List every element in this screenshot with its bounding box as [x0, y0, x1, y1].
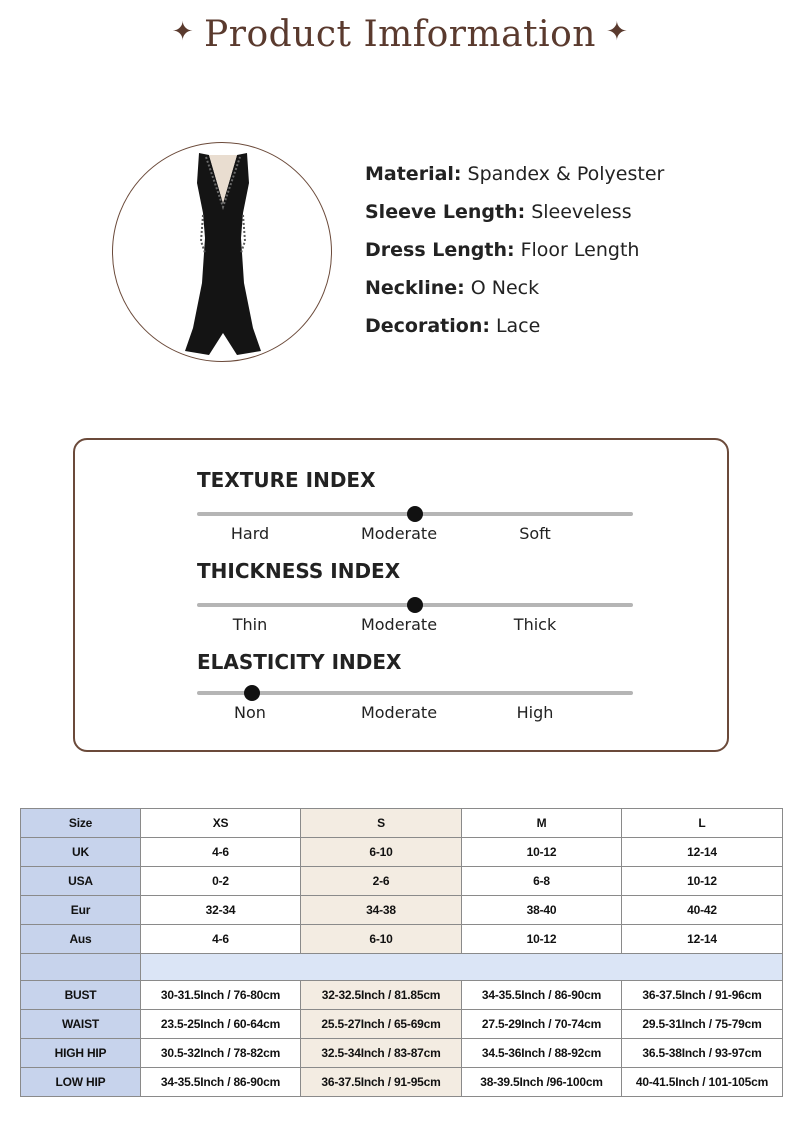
info-decoration: Decoration: Lace	[365, 315, 541, 337]
table-row	[21, 925, 783, 954]
index-label: High	[516, 703, 554, 722]
table-row-label: Aus	[21, 925, 141, 954]
table-cell: 27.5-29Inch / 70-74cm	[462, 1010, 622, 1039]
table-cell: 30.5-32Inch / 78-82cm	[141, 1039, 301, 1068]
page-title	[0, 14, 800, 55]
table-cell: 34-35.5Inch / 86-90cm	[462, 981, 622, 1010]
table-header-cell: L	[622, 809, 783, 838]
table-cell: 2-6	[301, 867, 462, 896]
table-row-label: BUST	[21, 981, 141, 1010]
table-cell: 30-31.5Inch / 76-80cm	[141, 981, 301, 1010]
table-row-label: HIGH HIP	[21, 1039, 141, 1068]
index-label: Thin	[232, 615, 268, 634]
table-separator-cell	[21, 954, 141, 981]
fabric-index-panel	[73, 438, 729, 752]
table-header-cell: S	[301, 809, 462, 838]
table-cell: 25.5-27Inch / 65-69cm	[301, 1010, 462, 1039]
table-row	[21, 1068, 783, 1097]
index-label: Moderate	[360, 615, 438, 634]
dress-illustration-icon	[113, 143, 332, 362]
index-label: Hard	[230, 524, 270, 543]
index-label: Non	[234, 703, 266, 722]
index-title: TEXTURE INDEX	[197, 468, 376, 492]
table-row-label: UK	[21, 838, 141, 867]
table-row-label: LOW HIP	[21, 1068, 141, 1097]
table-row	[21, 838, 783, 867]
title-text: Product Imformation	[204, 14, 596, 55]
table-header-cell: XS	[141, 809, 301, 838]
index-track	[197, 691, 633, 695]
product-image	[112, 142, 332, 362]
table-cell: 32-34	[141, 896, 301, 925]
product-info-list	[365, 158, 664, 348]
table-cell: 32-32.5Inch / 81.85cm	[301, 981, 462, 1010]
thickness-index	[197, 559, 633, 634]
table-row	[21, 981, 783, 1010]
index-label: Soft	[519, 524, 551, 543]
index-marker	[407, 506, 423, 522]
elasticity-index	[197, 650, 633, 722]
index-title: ELASTICITY INDEX	[197, 650, 402, 674]
table-cell: 10-12	[462, 838, 622, 867]
info-material: Material: Spandex & Polyester	[365, 163, 665, 185]
table-row	[21, 867, 783, 896]
table-cell: 12-14	[622, 925, 783, 954]
table-cell: 10-12	[622, 867, 783, 896]
table-cell: 4-6	[141, 925, 301, 954]
table-cell: 6-10	[301, 838, 462, 867]
table-cell: 6-8	[462, 867, 622, 896]
sparkle-icon: ✦	[171, 17, 195, 47]
info-neckline: Neckline: O Neck	[365, 277, 540, 299]
info-dress-length: Dress Length: Floor Length	[365, 239, 640, 261]
table-cell: 10-12	[462, 925, 622, 954]
table-cell: 40-41.5Inch / 101-105cm	[622, 1068, 783, 1097]
table-separator-row	[21, 954, 783, 981]
table-row-label: USA	[21, 867, 141, 896]
table-row	[21, 1010, 783, 1039]
table-header-row	[21, 809, 783, 838]
table-cell: 6-10	[301, 925, 462, 954]
table-cell: 29.5-31Inch / 75-79cm	[622, 1010, 783, 1039]
index-track	[197, 603, 633, 607]
index-title: THICKNESS INDEX	[197, 559, 401, 583]
index-track	[197, 512, 633, 516]
table-separator-cell	[141, 954, 783, 981]
index-marker	[244, 685, 260, 701]
index-marker	[407, 597, 423, 613]
table-cell: 34-38	[301, 896, 462, 925]
table-cell: 23.5-25Inch / 60-64cm	[141, 1010, 301, 1039]
table-cell: 38-39.5Inch /96-100cm	[462, 1068, 622, 1097]
table-header-cell: M	[462, 809, 622, 838]
index-label: Thick	[513, 615, 557, 634]
table-cell: 36.5-38Inch / 93-97cm	[622, 1039, 783, 1068]
table-cell: 34-35.5Inch / 86-90cm	[141, 1068, 301, 1097]
table-cell: 36-37.5Inch / 91-96cm	[622, 981, 783, 1010]
table-cell: 12-14	[622, 838, 783, 867]
table-row	[21, 1039, 783, 1068]
table-cell: 0-2	[141, 867, 301, 896]
table-cell: 36-37.5Inch / 91-95cm	[301, 1068, 462, 1097]
texture-index	[197, 468, 633, 543]
table-cell: 40-42	[622, 896, 783, 925]
table-cell: 38-40	[462, 896, 622, 925]
table-cell: 34.5-36Inch / 88-92cm	[462, 1039, 622, 1068]
table-cell: 4-6	[141, 838, 301, 867]
table-cell: 32.5-34Inch / 83-87cm	[301, 1039, 462, 1068]
size-chart-table	[20, 808, 783, 1097]
index-label: Moderate	[360, 524, 438, 543]
table-row-label: WAIST	[21, 1010, 141, 1039]
sparkle-icon: ✦	[605, 17, 629, 47]
index-label: Moderate	[360, 703, 438, 722]
table-row	[21, 896, 783, 925]
table-row-label: Eur	[21, 896, 141, 925]
info-sleeve-length: Sleeve Length: Sleeveless	[365, 201, 632, 223]
table-header-cell: Size	[21, 809, 141, 838]
